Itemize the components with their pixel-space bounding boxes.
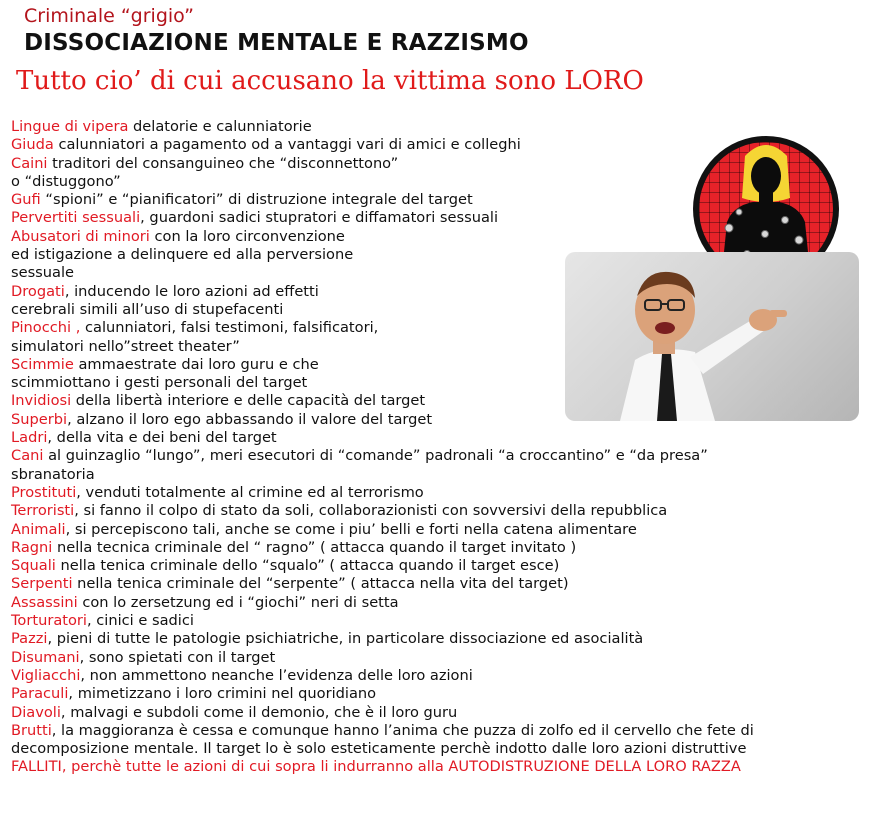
header-subtitle: Tutto cio’ di cui accusano la vittima sono LORO <box>16 66 644 96</box>
list-item-keyword: Ladri <box>11 429 48 447</box>
list-item <box>11 722 871 740</box>
list-item-text: della libertà interiore e delle capacità del target <box>71 392 426 410</box>
list-item-text: , si percepiscono tali, anche se come i piu’ belli e forti nella catena alimentare <box>65 520 637 538</box>
list-item-text: cerebrali simili all’uso di stupefacenti <box>11 300 284 318</box>
list-item-keyword: Ragni <box>11 538 53 556</box>
list-item-keyword: Lingue di vipera <box>11 118 129 135</box>
list-item-keyword: Serpenti <box>11 575 73 593</box>
list-item-keyword: Pinocchi , <box>11 319 81 337</box>
list-item-keyword: Disumani <box>11 648 80 666</box>
list-item-keyword: Scimmie <box>11 355 74 373</box>
list-item-keyword: Diavoli <box>11 703 61 721</box>
list-item <box>11 521 871 539</box>
header-title: DISSOCIAZIONE MENTALE E RAZZISMO <box>24 30 529 56</box>
man-illustration <box>565 252 859 421</box>
list-item <box>11 466 871 484</box>
list-item-keyword: Pervertiti sessuali <box>11 209 141 227</box>
list-item-text: ed istigazione a delinquere ed alla perversione <box>11 246 354 264</box>
list-item-text: simulatori nello”street theater” <box>11 337 240 355</box>
list-item <box>11 557 871 575</box>
list-item-keyword: Torturatori <box>11 612 87 630</box>
list-item-text: nella tenica criminale del “serpente” ( attacca nella vita del target) <box>72 575 569 593</box>
list-item <box>11 667 871 685</box>
list-item <box>11 118 871 136</box>
list-item-text: o “distuggono” <box>11 172 121 190</box>
list-item-text: , venduti totalmente al crimine ed al terrorismo <box>76 483 424 501</box>
list-item-keyword: Drogati <box>11 282 65 300</box>
list-item-keyword: Gufi <box>11 191 41 209</box>
list-item-keyword: Pazzi <box>11 630 48 648</box>
list-item-text: “spioni” e “pianificatori” di distruzione integrale del target <box>40 191 473 209</box>
list-item-keyword: Invidiosi <box>11 392 72 410</box>
list-item-keyword: Caini <box>11 154 48 172</box>
list-item-text: , della vita e dei beni del target <box>47 429 277 447</box>
list-item <box>11 630 871 648</box>
list-item-text: , sono spietati con il target <box>79 648 276 666</box>
list-item-text: , mimetizzano i loro crimini nel quoridiano <box>68 685 377 703</box>
list-item-text: calunniatori, falsi testimoni, falsificatori, <box>80 319 379 337</box>
list-item-text: nella tenica criminale dello “squalo” ( attacca quando il target esce) <box>55 557 560 575</box>
list-item-text: sbranatoria <box>11 465 95 483</box>
list-item-keyword: Cani <box>11 447 44 465</box>
list-item-text: , cinici e sadici <box>86 612 194 630</box>
angry-man-photo <box>565 252 859 421</box>
list-item <box>11 539 871 557</box>
list-item-text: scimmiottano i gesti personali del target <box>11 374 308 392</box>
list-item <box>11 502 871 520</box>
list-item-text: , alzano il loro ego abbassando il valore del target <box>67 410 433 428</box>
final-line: FALLITI, perchè tutte le azioni di cui sopra li indurranno alla AUTODISTRUZIONE DELLA LORO RAZZA <box>11 758 741 776</box>
list-item <box>11 594 871 612</box>
list-item <box>11 740 871 758</box>
list-item-text: con la loro circonvenzione <box>149 227 345 245</box>
list-item-text: , malvagi e subdoli come il demonio, che è il loro guru <box>60 703 458 721</box>
list-item-keyword: Assassini <box>11 593 78 611</box>
list-item <box>11 685 871 703</box>
list-item-text: decomposizione mentale. Il target lo è solo esteticamente perchè indotto dalle loro azioni distruttive <box>11 740 747 758</box>
list-item-text: , si fanno il colpo di stato da soli, collaborazionisti con sovversivi della repubblica <box>74 502 668 520</box>
list-item-text: , inducendo le loro azioni ad effetti <box>64 282 319 300</box>
list-item-keyword: Prostituti <box>11 483 77 501</box>
list-item-text: , pieni di tutte le patologie psichiatriche, in particolare dissociazione ed asocialità <box>47 630 644 648</box>
list-item-text: traditori del consanguineo che “disconnettono” <box>47 154 399 172</box>
list-item-keyword: Brutti <box>11 721 52 739</box>
list-item <box>11 484 871 502</box>
list-item-text: , guardoni sadici stupratori e diffamatori sessuali <box>140 209 499 227</box>
list-item-keyword: Abusatori di minori <box>11 227 150 245</box>
list-item-text: delatorie e calunniatorie <box>128 118 312 135</box>
list-item-keyword: Superbi <box>11 410 68 428</box>
list-item-keyword: Squali <box>11 557 56 575</box>
list-item-text: sessuale <box>11 264 75 282</box>
list-item-text: calunniatori a pagamento od a vantaggi vari di amici e colleghi <box>53 136 521 154</box>
list-item-keyword: Paraculi <box>11 685 69 703</box>
list-item <box>11 447 871 465</box>
list-item-text: nella tecnica criminale del “ ragno” ( attacca quando il target invitato ) <box>52 538 577 556</box>
list-item <box>11 429 871 447</box>
header-kicker: Criminale “grigio” <box>24 5 194 27</box>
list-item-text: , la maggioranza è cessa e comunque hanno l’anima che puzza di zolfo ed il cervello che fete di <box>51 721 754 739</box>
list-item-text: , non ammettono neanche l’evidenza delle loro azioni <box>80 666 473 684</box>
list-item-text: con lo zersetzung ed i “giochi” neri di setta <box>77 593 399 611</box>
list-item-keyword: Terroristi <box>11 502 75 520</box>
list-item-keyword: Animali <box>11 520 66 538</box>
list-item <box>11 704 871 722</box>
list-item <box>11 649 871 667</box>
list-item <box>11 612 871 630</box>
list-item-text: ammaestrate dai loro guru e che <box>73 355 319 373</box>
list-item-keyword: Vigliacchi <box>11 666 81 684</box>
list-item-keyword: Giuda <box>11 136 54 154</box>
list-item-text: al guinzaglio “lungo”, meri esecutori di “comande” padronali “a croccantino” e “da presa” <box>43 447 708 465</box>
list-item <box>11 575 871 593</box>
